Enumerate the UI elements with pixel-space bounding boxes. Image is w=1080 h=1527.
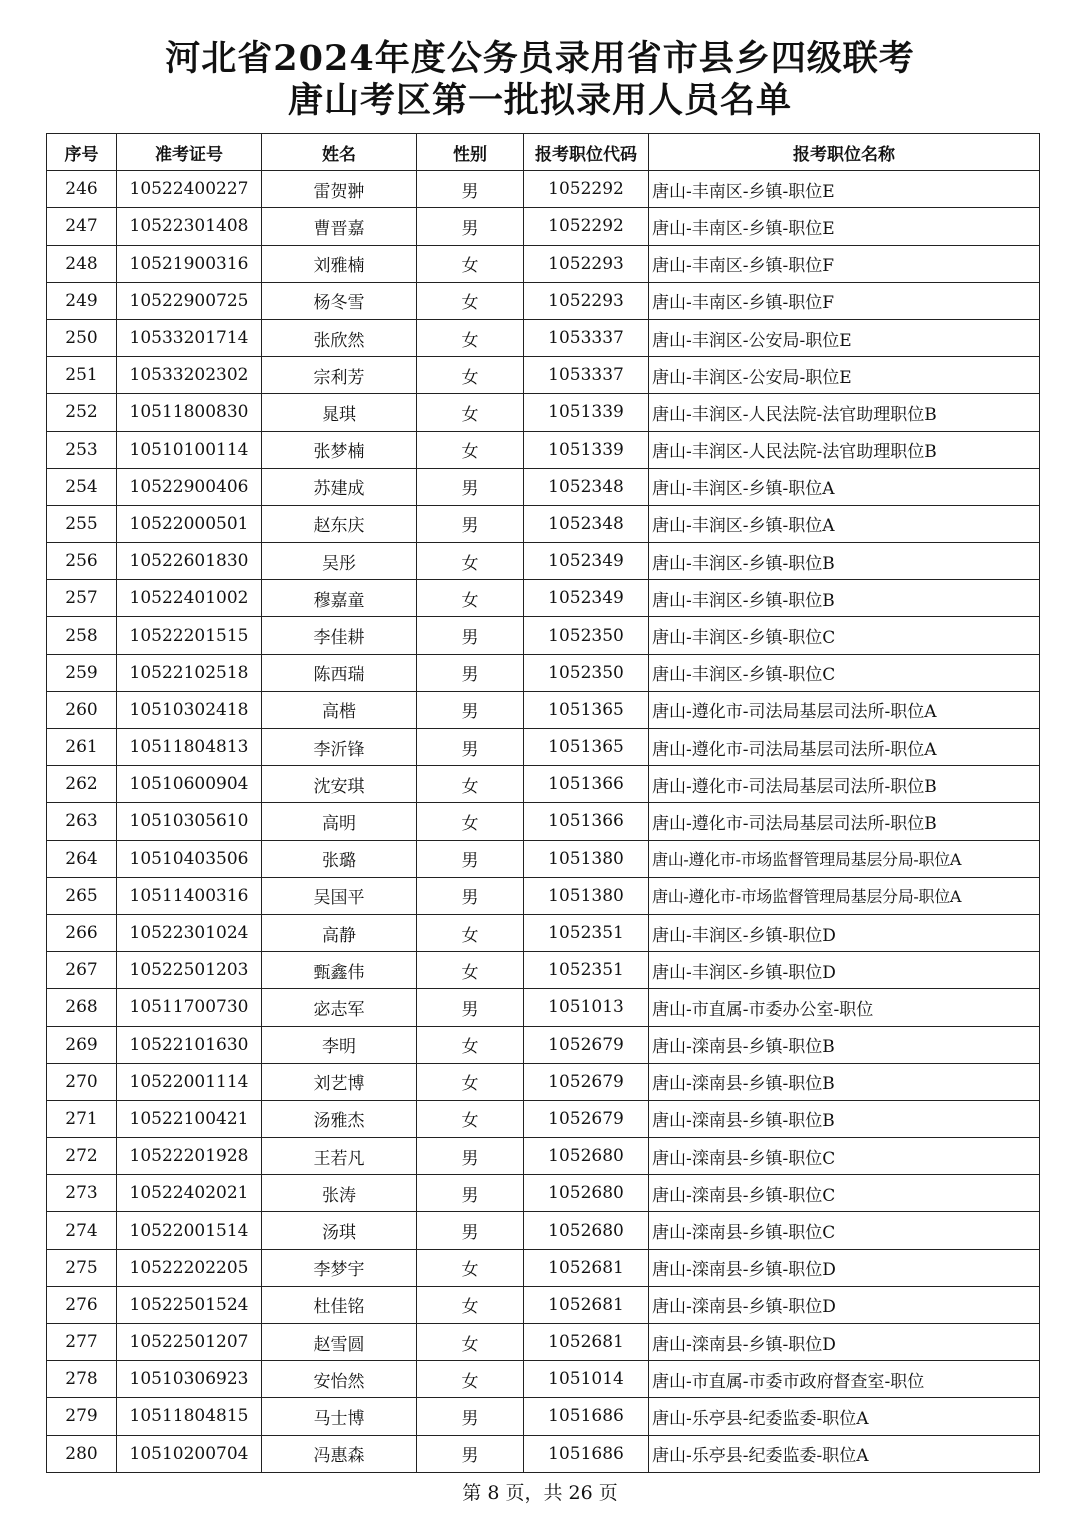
exam-number: 10510100114 xyxy=(117,431,262,468)
header-position-code: 报考职位代码 xyxy=(524,134,649,171)
table-row xyxy=(47,1175,1040,1212)
exam-number: 10522900406 xyxy=(117,468,262,505)
position-name: 唐山-丰润区-乡镇-职位D xyxy=(649,952,1040,989)
candidate-name: 刘雅楠 xyxy=(262,245,417,282)
position-name: 唐山-市直属-市委市政府督查室-职位 xyxy=(649,1361,1040,1398)
candidate-name: 高楷 xyxy=(262,691,417,728)
position-code: 1051366 xyxy=(524,803,649,840)
table-row xyxy=(47,1212,1040,1249)
exam-number: 10522501524 xyxy=(117,1286,262,1323)
row-index: 275 xyxy=(47,1249,117,1286)
table-row xyxy=(47,543,1040,580)
position-code: 1052679 xyxy=(524,1063,649,1100)
row-index: 262 xyxy=(47,766,117,803)
row-index: 260 xyxy=(47,691,117,728)
table-body xyxy=(47,171,1040,1473)
position-name: 唐山-丰润区-人民法院-法官助理职位B xyxy=(649,431,1040,468)
row-index: 261 xyxy=(47,729,117,766)
gender: 女 xyxy=(417,1324,524,1361)
exam-number: 10510305610 xyxy=(117,803,262,840)
position-code: 1051366 xyxy=(524,766,649,803)
exam-number: 10510600904 xyxy=(117,766,262,803)
header-name: 姓名 xyxy=(262,134,417,171)
candidate-name: 汤琪 xyxy=(262,1212,417,1249)
row-index: 280 xyxy=(47,1435,117,1472)
exam-number: 10522402021 xyxy=(117,1175,262,1212)
gender: 女 xyxy=(417,357,524,394)
table-row xyxy=(47,803,1040,840)
row-index: 249 xyxy=(47,282,117,319)
table-row xyxy=(47,357,1040,394)
table-row xyxy=(47,1286,1040,1323)
position-name: 唐山-丰南区-乡镇-职位E xyxy=(649,208,1040,245)
position-code: 1052680 xyxy=(524,1212,649,1249)
exam-number: 10511804813 xyxy=(117,729,262,766)
exam-number: 10522501203 xyxy=(117,952,262,989)
row-index: 254 xyxy=(47,468,117,505)
gender: 男 xyxy=(417,691,524,728)
gender: 男 xyxy=(417,505,524,542)
gender: 男 xyxy=(417,877,524,914)
candidate-name: 李梦宇 xyxy=(262,1249,417,1286)
candidate-name: 杜佳铭 xyxy=(262,1286,417,1323)
gender: 男 xyxy=(417,729,524,766)
table-row xyxy=(47,729,1040,766)
table-row xyxy=(47,208,1040,245)
table-row xyxy=(47,914,1040,951)
position-name: 唐山-乐亭县-纪委监委-职位A xyxy=(649,1398,1040,1435)
position-name: 唐山-滦南县-乡镇-职位C xyxy=(649,1175,1040,1212)
admission-roster-table xyxy=(46,133,1040,1473)
header-gender: 性别 xyxy=(417,134,524,171)
row-index: 255 xyxy=(47,505,117,542)
row-index: 247 xyxy=(47,208,117,245)
position-code: 1051365 xyxy=(524,729,649,766)
position-code: 1052293 xyxy=(524,282,649,319)
position-name: 唐山-滦南县-乡镇-职位D xyxy=(649,1249,1040,1286)
exam-number: 10511400316 xyxy=(117,877,262,914)
header-position-name: 报考职位名称 xyxy=(649,134,1040,171)
position-code: 1052350 xyxy=(524,654,649,691)
position-name: 唐山-遵化市-司法局基层司法所-职位B xyxy=(649,766,1040,803)
position-code: 1052348 xyxy=(524,505,649,542)
candidate-name: 李沂锋 xyxy=(262,729,417,766)
candidate-name: 雷贺翀 xyxy=(262,171,417,208)
candidate-name: 刘艺博 xyxy=(262,1063,417,1100)
position-code: 1051339 xyxy=(524,394,649,431)
position-name: 唐山-丰润区-乡镇-职位C xyxy=(649,654,1040,691)
row-index: 256 xyxy=(47,543,117,580)
gender: 女 xyxy=(417,914,524,951)
candidate-name: 杨冬雪 xyxy=(262,282,417,319)
gender: 男 xyxy=(417,617,524,654)
table-row xyxy=(47,282,1040,319)
candidate-name: 穆嘉童 xyxy=(262,580,417,617)
position-code: 1053337 xyxy=(524,357,649,394)
gender: 男 xyxy=(417,1435,524,1472)
exam-number: 10510302418 xyxy=(117,691,262,728)
table-row xyxy=(47,1361,1040,1398)
table-row xyxy=(47,171,1040,208)
gender: 男 xyxy=(417,468,524,505)
table-row xyxy=(47,691,1040,728)
gender: 女 xyxy=(417,580,524,617)
position-code: 1051686 xyxy=(524,1398,649,1435)
position-code: 1052348 xyxy=(524,468,649,505)
row-index: 263 xyxy=(47,803,117,840)
row-index: 269 xyxy=(47,1026,117,1063)
exam-number: 10522301024 xyxy=(117,914,262,951)
table-row xyxy=(47,989,1040,1026)
position-code: 1051014 xyxy=(524,1361,649,1398)
position-name: 唐山-丰润区-乡镇-职位D xyxy=(649,914,1040,951)
table-row xyxy=(47,1100,1040,1137)
exam-number: 10533201714 xyxy=(117,319,262,356)
table-row xyxy=(47,840,1040,877)
position-name: 唐山-丰润区-公安局-职位E xyxy=(649,357,1040,394)
candidate-name: 李明 xyxy=(262,1026,417,1063)
row-index: 272 xyxy=(47,1138,117,1175)
position-code: 1051339 xyxy=(524,431,649,468)
candidate-name: 张欣然 xyxy=(262,319,417,356)
position-code: 1052680 xyxy=(524,1175,649,1212)
exam-number: 10510200704 xyxy=(117,1435,262,1472)
header-exam-number: 准考证号 xyxy=(117,134,262,171)
candidate-name: 吴国平 xyxy=(262,877,417,914)
position-code: 1052349 xyxy=(524,543,649,580)
exam-number: 10522501207 xyxy=(117,1324,262,1361)
candidate-name: 陈西瑞 xyxy=(262,654,417,691)
row-index: 270 xyxy=(47,1063,117,1100)
position-name: 唐山-滦南县-乡镇-职位B xyxy=(649,1063,1040,1100)
row-index: 252 xyxy=(47,394,117,431)
position-code: 1052681 xyxy=(524,1286,649,1323)
exam-number: 10511700730 xyxy=(117,989,262,1026)
table-row xyxy=(47,1324,1040,1361)
gender: 女 xyxy=(417,319,524,356)
gender: 男 xyxy=(417,654,524,691)
position-name: 唐山-丰润区-乡镇-职位C xyxy=(649,617,1040,654)
header-index: 序号 xyxy=(47,134,117,171)
position-code: 1052680 xyxy=(524,1138,649,1175)
candidate-name: 李佳耕 xyxy=(262,617,417,654)
row-index: 251 xyxy=(47,357,117,394)
position-code: 1052351 xyxy=(524,952,649,989)
document-title-line-1: 河北省2024年度公务员录用省市县乡四级联考 xyxy=(165,38,915,79)
table-row xyxy=(47,1398,1040,1435)
exam-number: 10533202302 xyxy=(117,357,262,394)
exam-number: 10522202205 xyxy=(117,1249,262,1286)
row-index: 273 xyxy=(47,1175,117,1212)
position-name: 唐山-乐亭县-纪委监委-职位A xyxy=(649,1435,1040,1472)
gender: 男 xyxy=(417,208,524,245)
position-name: 唐山-丰南区-乡镇-职位F xyxy=(649,245,1040,282)
exam-number: 10522100421 xyxy=(117,1100,262,1137)
exam-number: 10521900316 xyxy=(117,245,262,282)
position-name: 唐山-丰南区-乡镇-职位E xyxy=(649,171,1040,208)
position-name: 唐山-丰南区-乡镇-职位F xyxy=(649,282,1040,319)
exam-number: 10522301408 xyxy=(117,208,262,245)
position-code: 1052681 xyxy=(524,1324,649,1361)
gender: 男 xyxy=(417,1398,524,1435)
exam-number: 10522601830 xyxy=(117,543,262,580)
gender: 女 xyxy=(417,1100,524,1137)
position-name: 唐山-遵化市-市场监督管理局基层分局-职位A xyxy=(649,840,1040,877)
position-code: 1052293 xyxy=(524,245,649,282)
exam-number: 10522101630 xyxy=(117,1026,262,1063)
position-code: 1052292 xyxy=(524,171,649,208)
table-row xyxy=(47,1138,1040,1175)
position-name: 唐山-丰润区-乡镇-职位B xyxy=(649,543,1040,580)
candidate-name: 甄鑫伟 xyxy=(262,952,417,989)
gender: 女 xyxy=(417,1361,524,1398)
row-index: 250 xyxy=(47,319,117,356)
table-row xyxy=(47,394,1040,431)
candidate-name: 曹晋嘉 xyxy=(262,208,417,245)
position-code: 1051365 xyxy=(524,691,649,728)
row-index: 268 xyxy=(47,989,117,1026)
position-code: 1052292 xyxy=(524,208,649,245)
exam-number: 10522900725 xyxy=(117,282,262,319)
gender: 男 xyxy=(417,840,524,877)
gender: 女 xyxy=(417,1249,524,1286)
position-name: 唐山-丰润区-公安局-职位E xyxy=(649,319,1040,356)
exam-number: 10522102518 xyxy=(117,654,262,691)
candidate-name: 高明 xyxy=(262,803,417,840)
exam-number: 10511800830 xyxy=(117,394,262,431)
position-code: 1051686 xyxy=(524,1435,649,1472)
position-name: 唐山-遵化市-司法局基层司法所-职位B xyxy=(649,803,1040,840)
row-index: 259 xyxy=(47,654,117,691)
gender: 男 xyxy=(417,1212,524,1249)
row-index: 277 xyxy=(47,1324,117,1361)
row-index: 271 xyxy=(47,1100,117,1137)
table-row xyxy=(47,952,1040,989)
position-name: 唐山-滦南县-乡镇-职位B xyxy=(649,1100,1040,1137)
exam-number: 10522000501 xyxy=(117,505,262,542)
gender: 女 xyxy=(417,952,524,989)
page-footer: 第 8 页，共 26 页 xyxy=(462,1482,618,1504)
candidate-name: 赵东庆 xyxy=(262,505,417,542)
gender: 男 xyxy=(417,171,524,208)
row-index: 276 xyxy=(47,1286,117,1323)
gender: 男 xyxy=(417,1175,524,1212)
position-name: 唐山-滦南县-乡镇-职位C xyxy=(649,1212,1040,1249)
position-name: 唐山-滦南县-乡镇-职位C xyxy=(649,1138,1040,1175)
position-code: 1052679 xyxy=(524,1100,649,1137)
candidate-name: 高静 xyxy=(262,914,417,951)
table-row xyxy=(47,1026,1040,1063)
table-row xyxy=(47,505,1040,542)
position-code: 1053337 xyxy=(524,319,649,356)
position-name: 唐山-遵化市-司法局基层司法所-职位A xyxy=(649,691,1040,728)
candidate-name: 宓志军 xyxy=(262,989,417,1026)
candidate-name: 宗利芳 xyxy=(262,357,417,394)
document-title-line-2: 唐山考区第一批拟录用人员名单 xyxy=(287,80,792,121)
candidate-name: 晁琪 xyxy=(262,394,417,431)
position-name: 唐山-丰润区-乡镇-职位A xyxy=(649,505,1040,542)
candidate-name: 张璐 xyxy=(262,840,417,877)
candidate-name: 安怡然 xyxy=(262,1361,417,1398)
candidate-name: 马士博 xyxy=(262,1398,417,1435)
position-name: 唐山-丰润区-乡镇-职位A xyxy=(649,468,1040,505)
exam-number: 10522400227 xyxy=(117,171,262,208)
exam-number: 10510306923 xyxy=(117,1361,262,1398)
row-index: 274 xyxy=(47,1212,117,1249)
position-name: 唐山-市直属-市委办公室-职位 xyxy=(649,989,1040,1026)
exam-number: 10522001514 xyxy=(117,1212,262,1249)
candidate-name: 王若凡 xyxy=(262,1138,417,1175)
table-row xyxy=(47,1249,1040,1286)
row-index: 265 xyxy=(47,877,117,914)
candidate-name: 苏建成 xyxy=(262,468,417,505)
row-index: 267 xyxy=(47,952,117,989)
exam-number: 10511804815 xyxy=(117,1398,262,1435)
gender: 女 xyxy=(417,282,524,319)
gender: 女 xyxy=(417,803,524,840)
position-name: 唐山-滦南县-乡镇-职位D xyxy=(649,1286,1040,1323)
position-name: 唐山-遵化市-司法局基层司法所-职位A xyxy=(649,729,1040,766)
table-row xyxy=(47,245,1040,282)
table-row xyxy=(47,877,1040,914)
gender: 女 xyxy=(417,1026,524,1063)
exam-number: 10510403506 xyxy=(117,840,262,877)
gender: 女 xyxy=(417,1063,524,1100)
candidate-name: 张涛 xyxy=(262,1175,417,1212)
candidate-name: 汤雅杰 xyxy=(262,1100,417,1137)
candidate-name: 吴彤 xyxy=(262,543,417,580)
row-index: 257 xyxy=(47,580,117,617)
position-name: 唐山-丰润区-人民法院-法官助理职位B xyxy=(649,394,1040,431)
candidate-name: 张梦楠 xyxy=(262,431,417,468)
table-row xyxy=(47,1435,1040,1472)
position-code: 1051013 xyxy=(524,989,649,1026)
row-index: 258 xyxy=(47,617,117,654)
gender: 女 xyxy=(417,394,524,431)
gender: 女 xyxy=(417,543,524,580)
row-index: 266 xyxy=(47,914,117,951)
gender: 女 xyxy=(417,245,524,282)
exam-number: 10522201928 xyxy=(117,1138,262,1175)
table-row xyxy=(47,766,1040,803)
row-index: 264 xyxy=(47,840,117,877)
table-row xyxy=(47,617,1040,654)
position-code: 1052351 xyxy=(524,914,649,951)
position-code: 1051380 xyxy=(524,877,649,914)
position-name: 唐山-滦南县-乡镇-职位B xyxy=(649,1026,1040,1063)
exam-number: 10522001114 xyxy=(117,1063,262,1100)
position-name: 唐山-丰润区-乡镇-职位B xyxy=(649,580,1040,617)
row-index: 279 xyxy=(47,1398,117,1435)
gender: 男 xyxy=(417,1138,524,1175)
position-code: 1051380 xyxy=(524,840,649,877)
candidate-name: 沈安琪 xyxy=(262,766,417,803)
gender: 女 xyxy=(417,766,524,803)
candidate-name: 冯惠森 xyxy=(262,1435,417,1472)
row-index: 248 xyxy=(47,245,117,282)
position-code: 1052681 xyxy=(524,1249,649,1286)
table-row xyxy=(47,1063,1040,1100)
table-row xyxy=(47,468,1040,505)
gender: 男 xyxy=(417,989,524,1026)
table-row xyxy=(47,431,1040,468)
table-header-row xyxy=(47,134,1040,171)
candidate-name: 赵雪圆 xyxy=(262,1324,417,1361)
exam-number: 10522401002 xyxy=(117,580,262,617)
position-name: 唐山-滦南县-乡镇-职位D xyxy=(649,1324,1040,1361)
table-row xyxy=(47,319,1040,356)
position-name: 唐山-遵化市-市场监督管理局基层分局-职位A xyxy=(649,877,1040,914)
position-code: 1052679 xyxy=(524,1026,649,1063)
exam-number: 10522201515 xyxy=(117,617,262,654)
gender: 女 xyxy=(417,1286,524,1323)
position-code: 1052349 xyxy=(524,580,649,617)
table-row xyxy=(47,654,1040,691)
position-code: 1052350 xyxy=(524,617,649,654)
row-index: 246 xyxy=(47,171,117,208)
table-row xyxy=(47,580,1040,617)
row-index: 278 xyxy=(47,1361,117,1398)
row-index: 253 xyxy=(47,431,117,468)
gender: 女 xyxy=(417,431,524,468)
